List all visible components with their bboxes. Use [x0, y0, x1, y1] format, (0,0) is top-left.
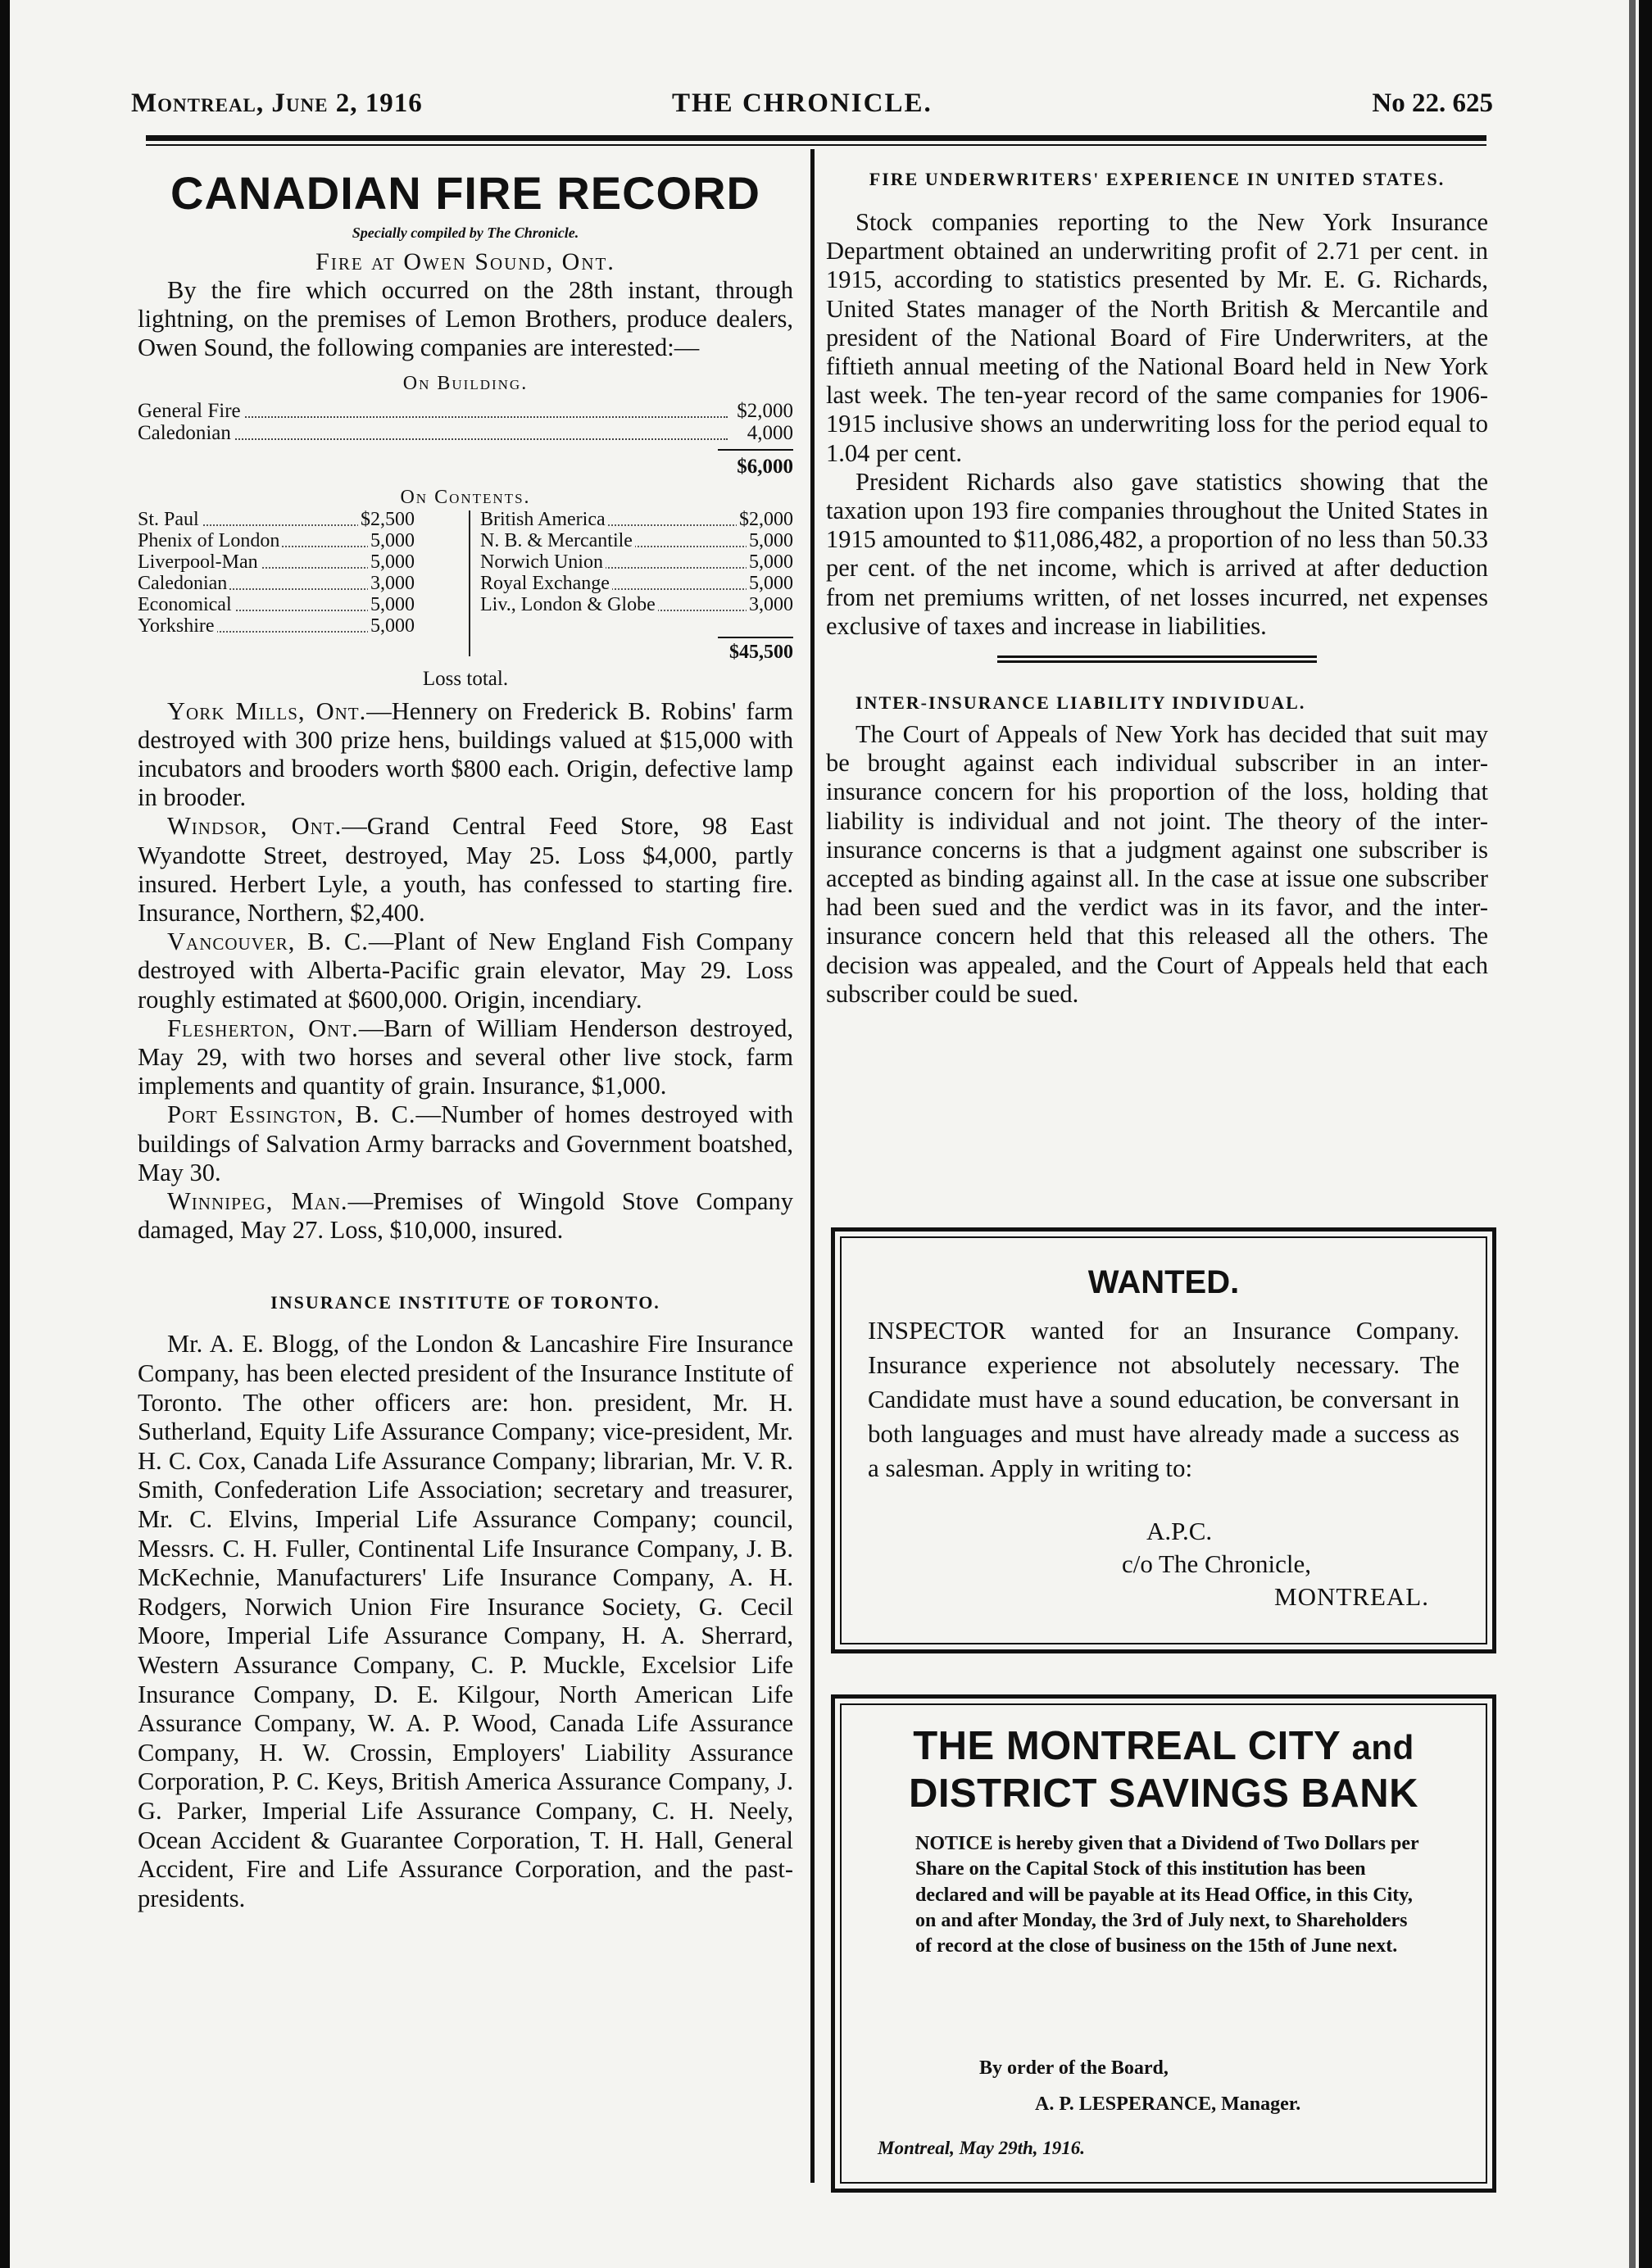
- bank-manager: A. P. LESPERANCE, Manager.: [1035, 2093, 1301, 2115]
- company-name: St. Paul: [138, 509, 202, 530]
- contents-label: [480, 594, 658, 615]
- left-column: [138, 164, 793, 1913]
- company-amount: 3,000: [747, 594, 793, 615]
- contents-label: [480, 530, 635, 551]
- report-text: —Barn of William Henderson destroyed, May 29, with two horses and several other live stock, farm implements and quantity of grain. Insurance, $1,000.: [138, 1014, 793, 1100]
- contents-right-list: [480, 509, 793, 615]
- contents-total-rule: [718, 637, 793, 638]
- right-column: [826, 164, 1488, 1009]
- header-masthead: THE CHRONICLE.: [672, 88, 933, 118]
- wanted-sig-city: MONTREAL.: [1274, 1582, 1429, 1611]
- section-separator: [997, 655, 1317, 663]
- fire-report: [138, 928, 793, 1014]
- company-amount: 5,000: [747, 573, 793, 594]
- inter-insurance-heading: INTER-INSURANCE LIABILITY INDIVIDUAL.: [856, 692, 1306, 714]
- company-amount: 5,000: [368, 594, 415, 615]
- fire-report: [138, 1014, 793, 1101]
- scan-edge-right-gray: [1629, 0, 1636, 2268]
- page-header: [131, 88, 1493, 126]
- contents-label: [138, 530, 282, 551]
- company-name: Caledonian: [138, 573, 229, 594]
- header-dateline: Montreal, June 2, 1916: [131, 88, 423, 118]
- scan-edge-left: [0, 0, 10, 2268]
- company-amount: 5,000: [747, 530, 793, 551]
- bank-notice: [831, 1694, 1496, 2193]
- institute-heading: INSURANCE INSTITUTE OF TORONTO.: [270, 1292, 660, 1313]
- ledger-row: [138, 422, 793, 444]
- company-name: Norwich Union: [480, 551, 606, 573]
- fire-report: [138, 697, 793, 813]
- contents-row: [480, 551, 793, 573]
- company-amount: 5,000: [747, 551, 793, 573]
- column-rule: [810, 149, 815, 2183]
- company-name: N. B. & Mercantile: [480, 530, 635, 551]
- company-amount: 5,000: [368, 615, 415, 637]
- company-amount: $2,000: [737, 509, 793, 530]
- bank-title-line2: DISTRICT SAVINGS BANK: [908, 1771, 1419, 1816]
- bank-order: By order of the Board,: [979, 2057, 1169, 2079]
- bank-title-line1: THE MONTREAL CITY: [913, 1724, 1341, 1768]
- ledger-label: [138, 400, 244, 422]
- wanted-sig-initials: A.P.C.: [1146, 1517, 1213, 1545]
- fire-report: [138, 1187, 793, 1245]
- contents-label: [138, 615, 217, 637]
- wanted-sig-address: c/o The Chronicle,: [1122, 1549, 1312, 1578]
- fire-underwriters-p1: Stock companies reporting to the New York Insurance Department obtained an underwriting profit of 2.71 per cent. in 1915, according to statistics presented by Mr. E. G. Richards, United States manager of the North British & Mercantile and president of the National Board of Fire Underwriters, at the fiftieth annual meeting of the National Board held in New York last week. The ten-year record of the same companies for 1906-1915 inclusive shows an underwriting loss for the period equal to 1.04 per cent.: [826, 208, 1488, 467]
- contents-label: [138, 594, 234, 615]
- ledger-amount: $2,000: [737, 399, 793, 422]
- contents-label: [138, 551, 261, 573]
- company-name: Yorkshire: [138, 615, 217, 637]
- on-contents-heading: On Contents.: [400, 486, 531, 508]
- header-rule-thick: [146, 135, 1486, 141]
- ledger-name: Caledonian: [138, 422, 234, 444]
- report-place: Port Essington, B. C.: [167, 1100, 416, 1129]
- report-text: —Grand Central Feed Store, 98 East Wyandotte Street, destroyed, May 25. Loss $4,000, partly insured. Herbert Lyle, a youth, has confessed to starting fire. Insurance, Northern, $2,400.: [138, 812, 794, 928]
- ledger-name: General Fire: [138, 400, 244, 422]
- contents-label: [138, 573, 229, 594]
- fire-report: [138, 812, 793, 928]
- company-name: Liverpool-Man: [138, 551, 261, 573]
- report-text: —Plant of New England Fish Company destroyed with Alberta-Pacific grain elevator, May 29. Loss roughly estimated at $600,000. Origin, incendiary.: [138, 928, 793, 1014]
- contents-row: [138, 573, 415, 594]
- report-text: —Number of homes destroyed with buildings of Salvation Army barracks and Government boatshed, May 30.: [138, 1100, 794, 1186]
- contents-row: [138, 551, 415, 573]
- header-rule-thin: [146, 144, 1486, 146]
- contents-row: [138, 615, 415, 637]
- company-name: Phenix of London: [138, 530, 282, 551]
- contents-label: [480, 551, 606, 573]
- building-total: $6,000: [737, 455, 793, 478]
- company-amount: $2,500: [358, 509, 415, 530]
- bank-title-and: and: [1351, 1728, 1414, 1767]
- fire-report: [138, 1100, 793, 1187]
- report-text: —Premises of Wingold Stove Company damaged, May 27. Loss, $10,000, insured.: [138, 1187, 793, 1245]
- contents-left-list: [138, 509, 415, 637]
- report-place: Vancouver, B. C.: [167, 928, 369, 956]
- report-place: Windsor, Ont.: [167, 812, 343, 841]
- company-amount: 5,000: [368, 530, 415, 551]
- report-place: Flesherton, Ont.: [167, 1014, 359, 1042]
- institute-text: Mr. A. E. Blogg, of the London & Lancashire Fire Insurance Company, has been elected president of the Insurance Institute of Toronto. The other officers are: hon. president, Mr. H. Sutherland, Equity Life Assurance Company; vice-president, Mr. H. C. Cox, Canada Life Assurance Company; librarian, Mr. V. R. Smith, Confederation Life Association; secretary and treasurer, Mr. C. Elvins, Imperial Life Assurance Company; council, Messrs. C. H. Fuller, Continental Life Insurance Company, J. B. McKechnie, Manufacturers' Life Insurance Company, A. H. Rodgers, Norwich Union Fire Insurance Society, G. Cecil Moore, Imperial Life Assurance Company, H. A. Sherrard, Western Assurance Company, C. P. Muckle, Excelsior Life Insurance Company, D. E. Kilgour, North American Life Assurance Company, W. A. P. Wood, Canada Life Assurance Company, H. W. Crossin, Employers' Liability Assurance Corporation, P. C. Keys, British America Assurance Company, J. G. Parker, Imperial Life Assurance Company, C. H. Neely, Ocean Accident & Guarantee Corporation, T. H. Hall, General Accident, Fire and Life Assurance Corporation, and the past-presidents.: [138, 1330, 793, 1912]
- company-name: Liv., London & Globe: [480, 594, 658, 615]
- ledger-row: [138, 400, 793, 422]
- contents-row: [480, 594, 793, 615]
- bank-date: Montreal, May 29th, 1916.: [878, 2138, 1086, 2158]
- fire-underwriters-p2: President Richards also gave statistics showing that the taxation upon 193 fire companies throughout the United States in 1915 amounted to $11,086,482, a proportion of no less than 50.33 per cent. of the net income, which is arrived at after deduction from net premiums written, of net losses incurred, net expenses exclusive of taxes and increase in liabilities.: [826, 467, 1488, 640]
- contents-row: [480, 509, 793, 530]
- fire-underwriters-heading: FIRE UNDERWRITERS' EXPERIENCE IN UNITED STATES.: [869, 169, 1446, 189]
- report-text: —Hennery on Frederick B. Robins' farm destroyed with 300 prize hens, buildings valued at $15,000 with incubators and brooders worth $800 each. Origin, defective lamp in brooder.: [138, 696, 793, 812]
- ledger-label: [138, 422, 234, 444]
- contents-row: [138, 509, 415, 530]
- on-building-heading: On Building.: [402, 372, 529, 394]
- building-total-row: [138, 451, 793, 479]
- fire-reports: [138, 697, 793, 1245]
- ledger-amount: 4,000: [747, 421, 793, 444]
- fire-record-subtitle: Specially compiled by The Chronicle.: [352, 225, 579, 241]
- bank-title: [835, 1723, 1492, 1817]
- wanted-text: INSPECTOR wanted for an Insurance Company. Insurance experience not absolutely necessary. The Candidate must have a sound education, be conversant in both languages and must have already made a success as a salesman. Apply in writing to:: [868, 1316, 1459, 1482]
- fire-record-title: CANADIAN FIRE RECORD: [170, 167, 760, 219]
- company-name: British America: [480, 509, 608, 530]
- contents-row: [138, 594, 415, 615]
- building-ledger: [138, 400, 793, 444]
- contents-row: [480, 530, 793, 551]
- company-amount: 3,000: [368, 573, 415, 594]
- report-place: Winnipeg, Man.: [167, 1187, 348, 1216]
- contents-divider: [469, 510, 470, 656]
- loss-total-label: Loss total.: [422, 667, 509, 690]
- scan-edge-right: [1639, 0, 1652, 2268]
- contents-label: [138, 509, 202, 530]
- owen-sound-intro: By the fire which occurred on the 28th instant, through lightning, on the premises of Lemon Brothers, produce dealers, Owen Sound, the following companies are interested:—: [138, 276, 793, 362]
- wanted-ad: [831, 1227, 1496, 1653]
- bank-notice-text: NOTICE is hereby given that a Dividend of Two Dollars per Share on the Capital Stock of this institution has been declared and will be payable at its Head Office, in this City, on and after Monday, the 3rd of July next, to Shareholders of record at the close of business on the 15th of June next.: [915, 1833, 1419, 1957]
- company-name: Royal Exchange: [480, 573, 612, 594]
- owen-sound-heading: Fire at Owen Sound, Ont.: [315, 248, 615, 275]
- company-amount: 5,000: [368, 551, 415, 573]
- contents-label: [480, 509, 608, 530]
- contents-row: [480, 573, 793, 594]
- header-issue-page: No 22. 625: [1372, 88, 1493, 118]
- report-place: York Mills, Ont.: [167, 696, 367, 725]
- contents-row: [138, 530, 415, 551]
- contents-label: [480, 573, 612, 594]
- contents-table: [138, 509, 793, 673]
- wanted-title: WANTED.: [1087, 1264, 1240, 1300]
- contents-total: $45,500: [729, 641, 793, 663]
- company-name: Economical: [138, 594, 234, 615]
- inter-insurance-text: The Court of Appeals of New York has decided that suit may be brought against each individual subscriber in an inter-insurance concern for his proportion of the loss, holding that liability is individual and not joint. The theory of the inter-insurance concerns is that a judgment against one subscriber is accepted as binding against all. In the case at issue one subscriber had been sued and the verdict was in its favor, and the inter-insurance concern held that this released all the others. The decision was appealed, and the Court of Appeals held that each subscriber could be sued.: [826, 720, 1488, 1008]
